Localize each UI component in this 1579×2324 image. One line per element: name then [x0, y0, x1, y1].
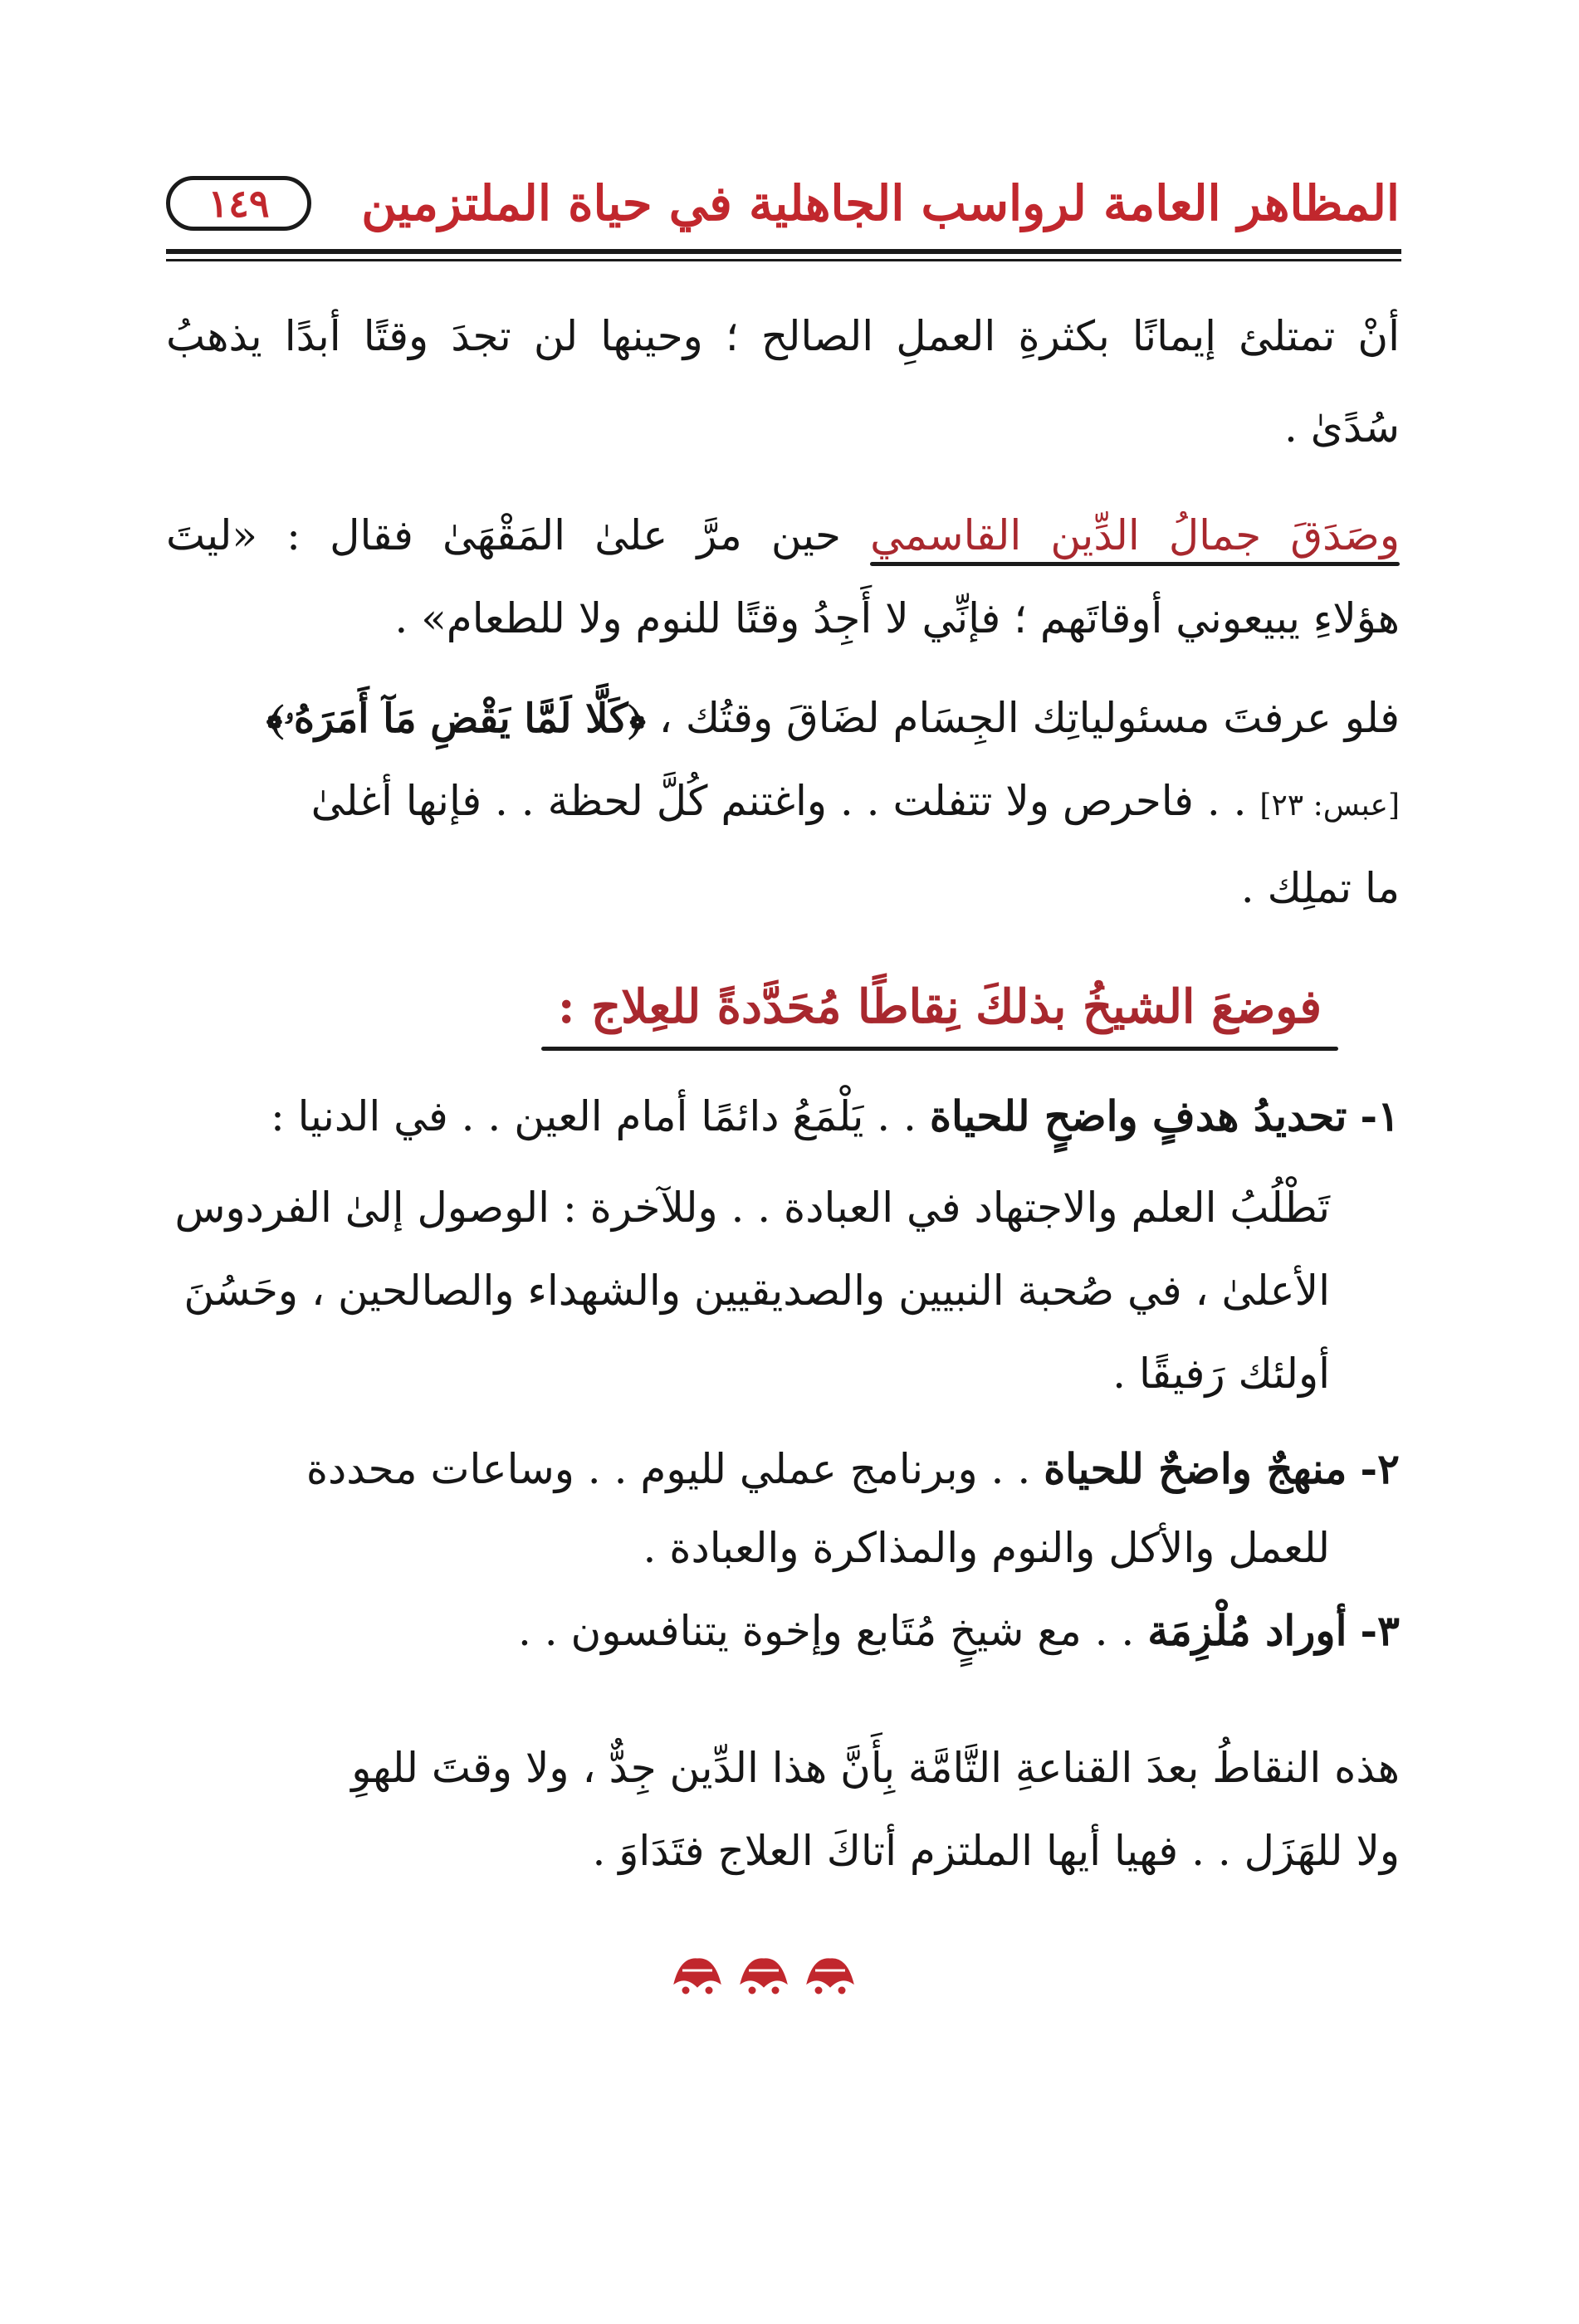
point-3-line-1 [166, 1594, 1400, 1668]
point-3-title: أوراد مُلْزِمَة [1147, 1606, 1347, 1655]
scholar-name: وصَدَقَ جمالُ الدِّين القاسمي [870, 511, 1400, 559]
section-heading: فوضعَ الشيخُ بذلكَ نِقاطًا مُحَدَّدةً للعِلاج : [558, 969, 1322, 1044]
page-number-badge [166, 176, 311, 231]
point-3-number: ٣- [1360, 1606, 1400, 1655]
closing-line-2: ولا للهَزَل . . فهيا أيها الملتزم أتاكَ العلاج فتَدَاوَ . [592, 1827, 1400, 1875]
point-3-line-1-rest: . . مع شيخٍ مُتَابع وإخوة يتنافسون . . [517, 1607, 1148, 1655]
paragraph-2-line-1-rest: حين مرَّ علىٰ المَقْهَىٰ فقال : «ليتَ [166, 511, 871, 559]
paragraph-3-line-1 [232, 681, 1400, 756]
paragraph-1-line-2: سُدًىٰ . [1283, 403, 1400, 452]
point-2-title: منهجٌ واضحٌ للحياة [1044, 1444, 1347, 1493]
point-2-line-2: للعمل والأكل والنوم والمذاكرة والعبادة . [643, 1524, 1330, 1572]
paragraph-3-line-2 [166, 764, 1400, 843]
point-1-line-3: الأعلىٰ ، في صُحبة النبيين والصديقيين والشهداء والصالحين ، وحَسُنَ [183, 1267, 1330, 1315]
point-2-line-1 [166, 1432, 1400, 1506]
point-1-title: تحديدُ هدفٍ واضحٍ للحياة [929, 1091, 1347, 1140]
point-1-line-1-rest: . . يَلْمَعُ دائمًا أمام العين . . في الدنيا : [270, 1092, 930, 1140]
paragraph-1-line-1: أنْ تمتلئ إيمانًا بكثرةِ العملِ الصالح ؛ وحينها لن تجدَ وقتًا أبدًا يذهبُ [166, 312, 1400, 360]
paragraph-3-line-1-text: فلو عرفتَ مسئولياتِك الجِسَام لضَاقَ وقتُك ، [645, 694, 1400, 742]
verse-reference: [عبس: ٢٣] [1259, 788, 1400, 823]
point-1-line-2: تَطْلُبُ العلم والاجتهاد في العبادة . . وللآخرة : الوصول إلىٰ الفردوس [174, 1184, 1330, 1232]
paragraph-3-line-3: ما تملِك . [1240, 864, 1400, 912]
header-rule-thin [166, 259, 1401, 261]
paragraph-2-line-2: هؤلاءِ يبيعوني أوقاتَهم ؛ فإنِّي لا أَجِدُ وقتًا للنوم ولا للطعام» . [394, 594, 1400, 642]
paragraph-2-line-1 [166, 498, 1400, 573]
point-2-number: ٢- [1360, 1444, 1400, 1493]
point-1-number: ١- [1360, 1091, 1400, 1140]
floral-ornament-icon [664, 1946, 863, 2004]
closing-line-1: هذه النقاطُ بعدَ القناعةِ التَّامَّة بِأَنَّ هذا الدِّين جِدٌّ ، ولا وقتَ للهوِ [351, 1744, 1400, 1792]
page-number: ١٤٩ [208, 181, 270, 226]
header-rule-thick [166, 249, 1401, 254]
point-1-line-4: أولئك رَفيقًا . [1112, 1350, 1330, 1398]
running-header-title: المظاهر العامة لرواسب الجاهلية في حياة الملتزمين [361, 175, 1400, 232]
paragraph-3-line-2-text: . . فاحرص ولا تتفلت . . واغتنم كُلَّ لحظة . . فإنها أغلىٰ [310, 777, 1260, 825]
quran-verse: ﴿كَلَّا لَمَّا يَقْضِ مَآ أَمَرَهُۥ﴾ [266, 696, 646, 742]
point-2-line-1-rest: . . وبرنامج عملي لليوم . . وساعات محددة [306, 1445, 1044, 1493]
point-1-line-1 [166, 1079, 1400, 1154]
